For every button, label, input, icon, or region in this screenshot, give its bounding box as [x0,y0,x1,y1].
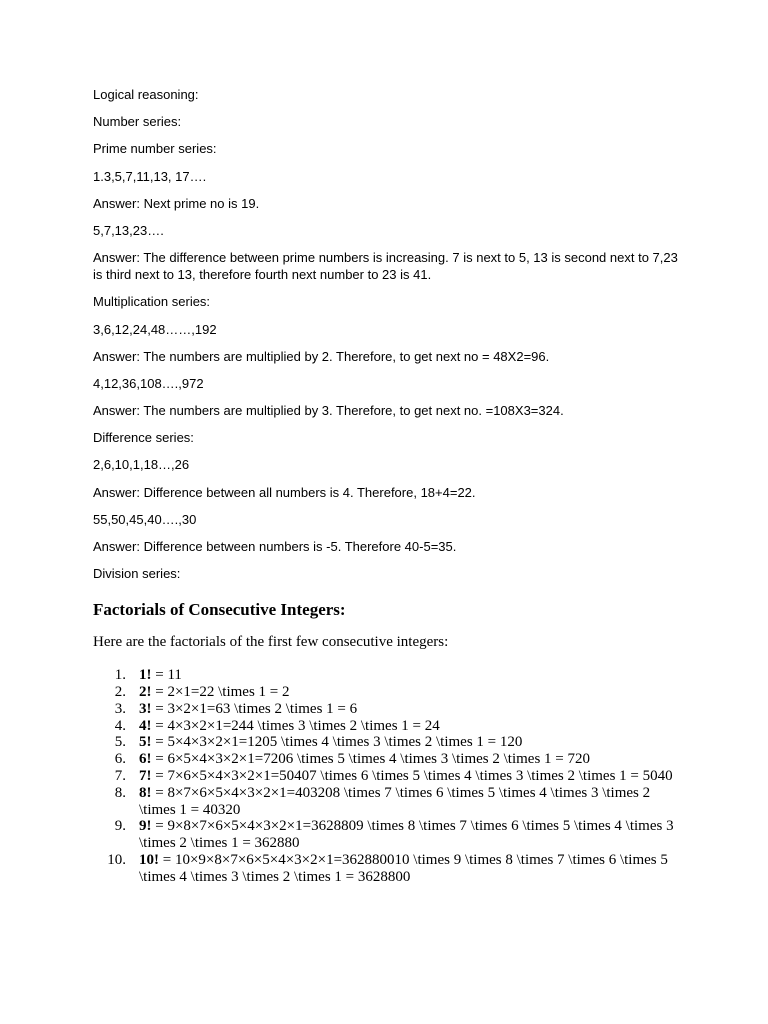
paragraph: Number series: [93,114,182,130]
paragraph: 2,6,10,1,18…,26 [93,457,190,473]
factorial-label: 1! [139,667,152,684]
factorial-text: = 3×2×1=63 \times 2 \times 1 = 6 [151,700,358,717]
factorial-text: = 4×3×2×1=244 \times 3 \times 2 \times 1 = 24 [151,717,440,734]
factorial-label: 9! [139,818,152,835]
factorials-section [93,599,683,885]
list-item [93,768,683,785]
list-item [93,734,683,751]
list-number: 7. [114,767,126,784]
paragraph: 1.3,5,7,11,13, 17…. [93,168,207,184]
list-item [93,701,683,718]
factorial-label: 5! [139,734,152,751]
paragraph: 55,50,45,40….,30 [93,511,197,527]
factorial-label: 10! [139,851,159,868]
factorial-text: = 9×8×7×6×5×4×3×2×1=3628809 \times 8 \times 7 \times 6 \times 5 \times 4 \times 3 \times 2 \times 1 = 362880 [139,818,674,852]
factorial-label: 7! [139,767,152,784]
list-number: 2. [114,683,126,700]
list-number: 3. [114,700,126,717]
list-item [93,818,683,852]
factorial-text: = 11 [151,667,182,684]
number-series-section [93,86,683,582]
factorial-label: 3! [139,700,152,717]
section-heading: Factorials of Consecutive Integers: [93,600,346,620]
paragraph: Prime number series: [93,141,217,157]
paragraph: Difference series: [93,430,194,446]
list-number: 9. [114,818,126,835]
list-number: 4. [114,717,126,734]
paragraph: Answer: The difference between prime numbers is increasing. 7 is next to 5, 13 is second next to 7,23 is third next to 13, therefore fourth next number to 23 is 41. [93,250,678,283]
paragraph: Answer: The numbers are multiplied by 2. Therefore, to get next no = 48X2=96. [93,348,550,364]
paragraph: Multiplication series: [93,294,211,310]
document-page [93,86,683,886]
paragraph: Answer: Difference between all numbers is 4. Therefore, 18+4=22. [93,484,476,500]
paragraph: 5,7,13,23…. [93,222,164,238]
list-number: 10. [107,851,126,868]
factorial-label: 2! [139,683,152,700]
list-item [93,751,683,768]
paragraph: 4,12,36,108….,972 [93,375,204,391]
paragraph: Answer: Difference between numbers is -5. Therefore 40-5=35. [93,539,457,554]
section-intro: Here are the factorials of the first few consecutive integers: [93,634,449,651]
factorials-list [93,667,683,885]
factorial-label: 8! [139,784,152,801]
factorial-text: = 5×4×3×2×1=1205 \times 4 \times 3 \times 2 \times 1 = 120 [151,734,523,751]
factorial-label: 6! [139,751,152,768]
factorial-text: = 2×1=22 \times 1 = 2 [151,683,290,700]
paragraph: Logical reasoning: [93,87,199,102]
list-number: 1. [114,667,126,684]
factorial-text: = 7×6×5×4×3×2×1=50407 \times 6 \times 5 \times 4 \times 3 \times 2 \times 1 = 5040 [151,767,673,784]
list-number: 8. [114,784,126,801]
factorial-text: = 6×5×4×3×2×1=7206 \times 5 \times 4 \times 3 \times 2 \times 1 = 720 [151,751,591,768]
list-number: 6. [114,751,126,768]
paragraph: Answer: The numbers are multiplied by 3. Therefore, to get next no. =108X3=324. [93,403,564,419]
list-item [93,684,683,701]
factorial-text: = 8×7×6×5×4×3×2×1=403208 \times 7 \times 6 \times 5 \times 4 \times 3 \times 2 \times 1 = 40320 [139,784,651,818]
paragraph: 3,6,12,24,48……,192 [93,321,217,337]
list-item [93,785,683,819]
list-number: 5. [114,734,126,751]
list-item [93,852,683,886]
list-item [93,718,683,735]
factorial-text: = 10×9×8×7×6×5×4×3×2×1=362880010 \times 9 \times 8 \times 7 \times 6 \times 5 \times 4 \times 3 \times 2 \times 1 = 3628800 [139,851,668,885]
paragraph: Division series: [93,566,181,582]
factorial-label: 4! [139,717,152,734]
paragraph: Answer: Next prime no is 19. [93,195,260,211]
list-item [93,667,683,684]
